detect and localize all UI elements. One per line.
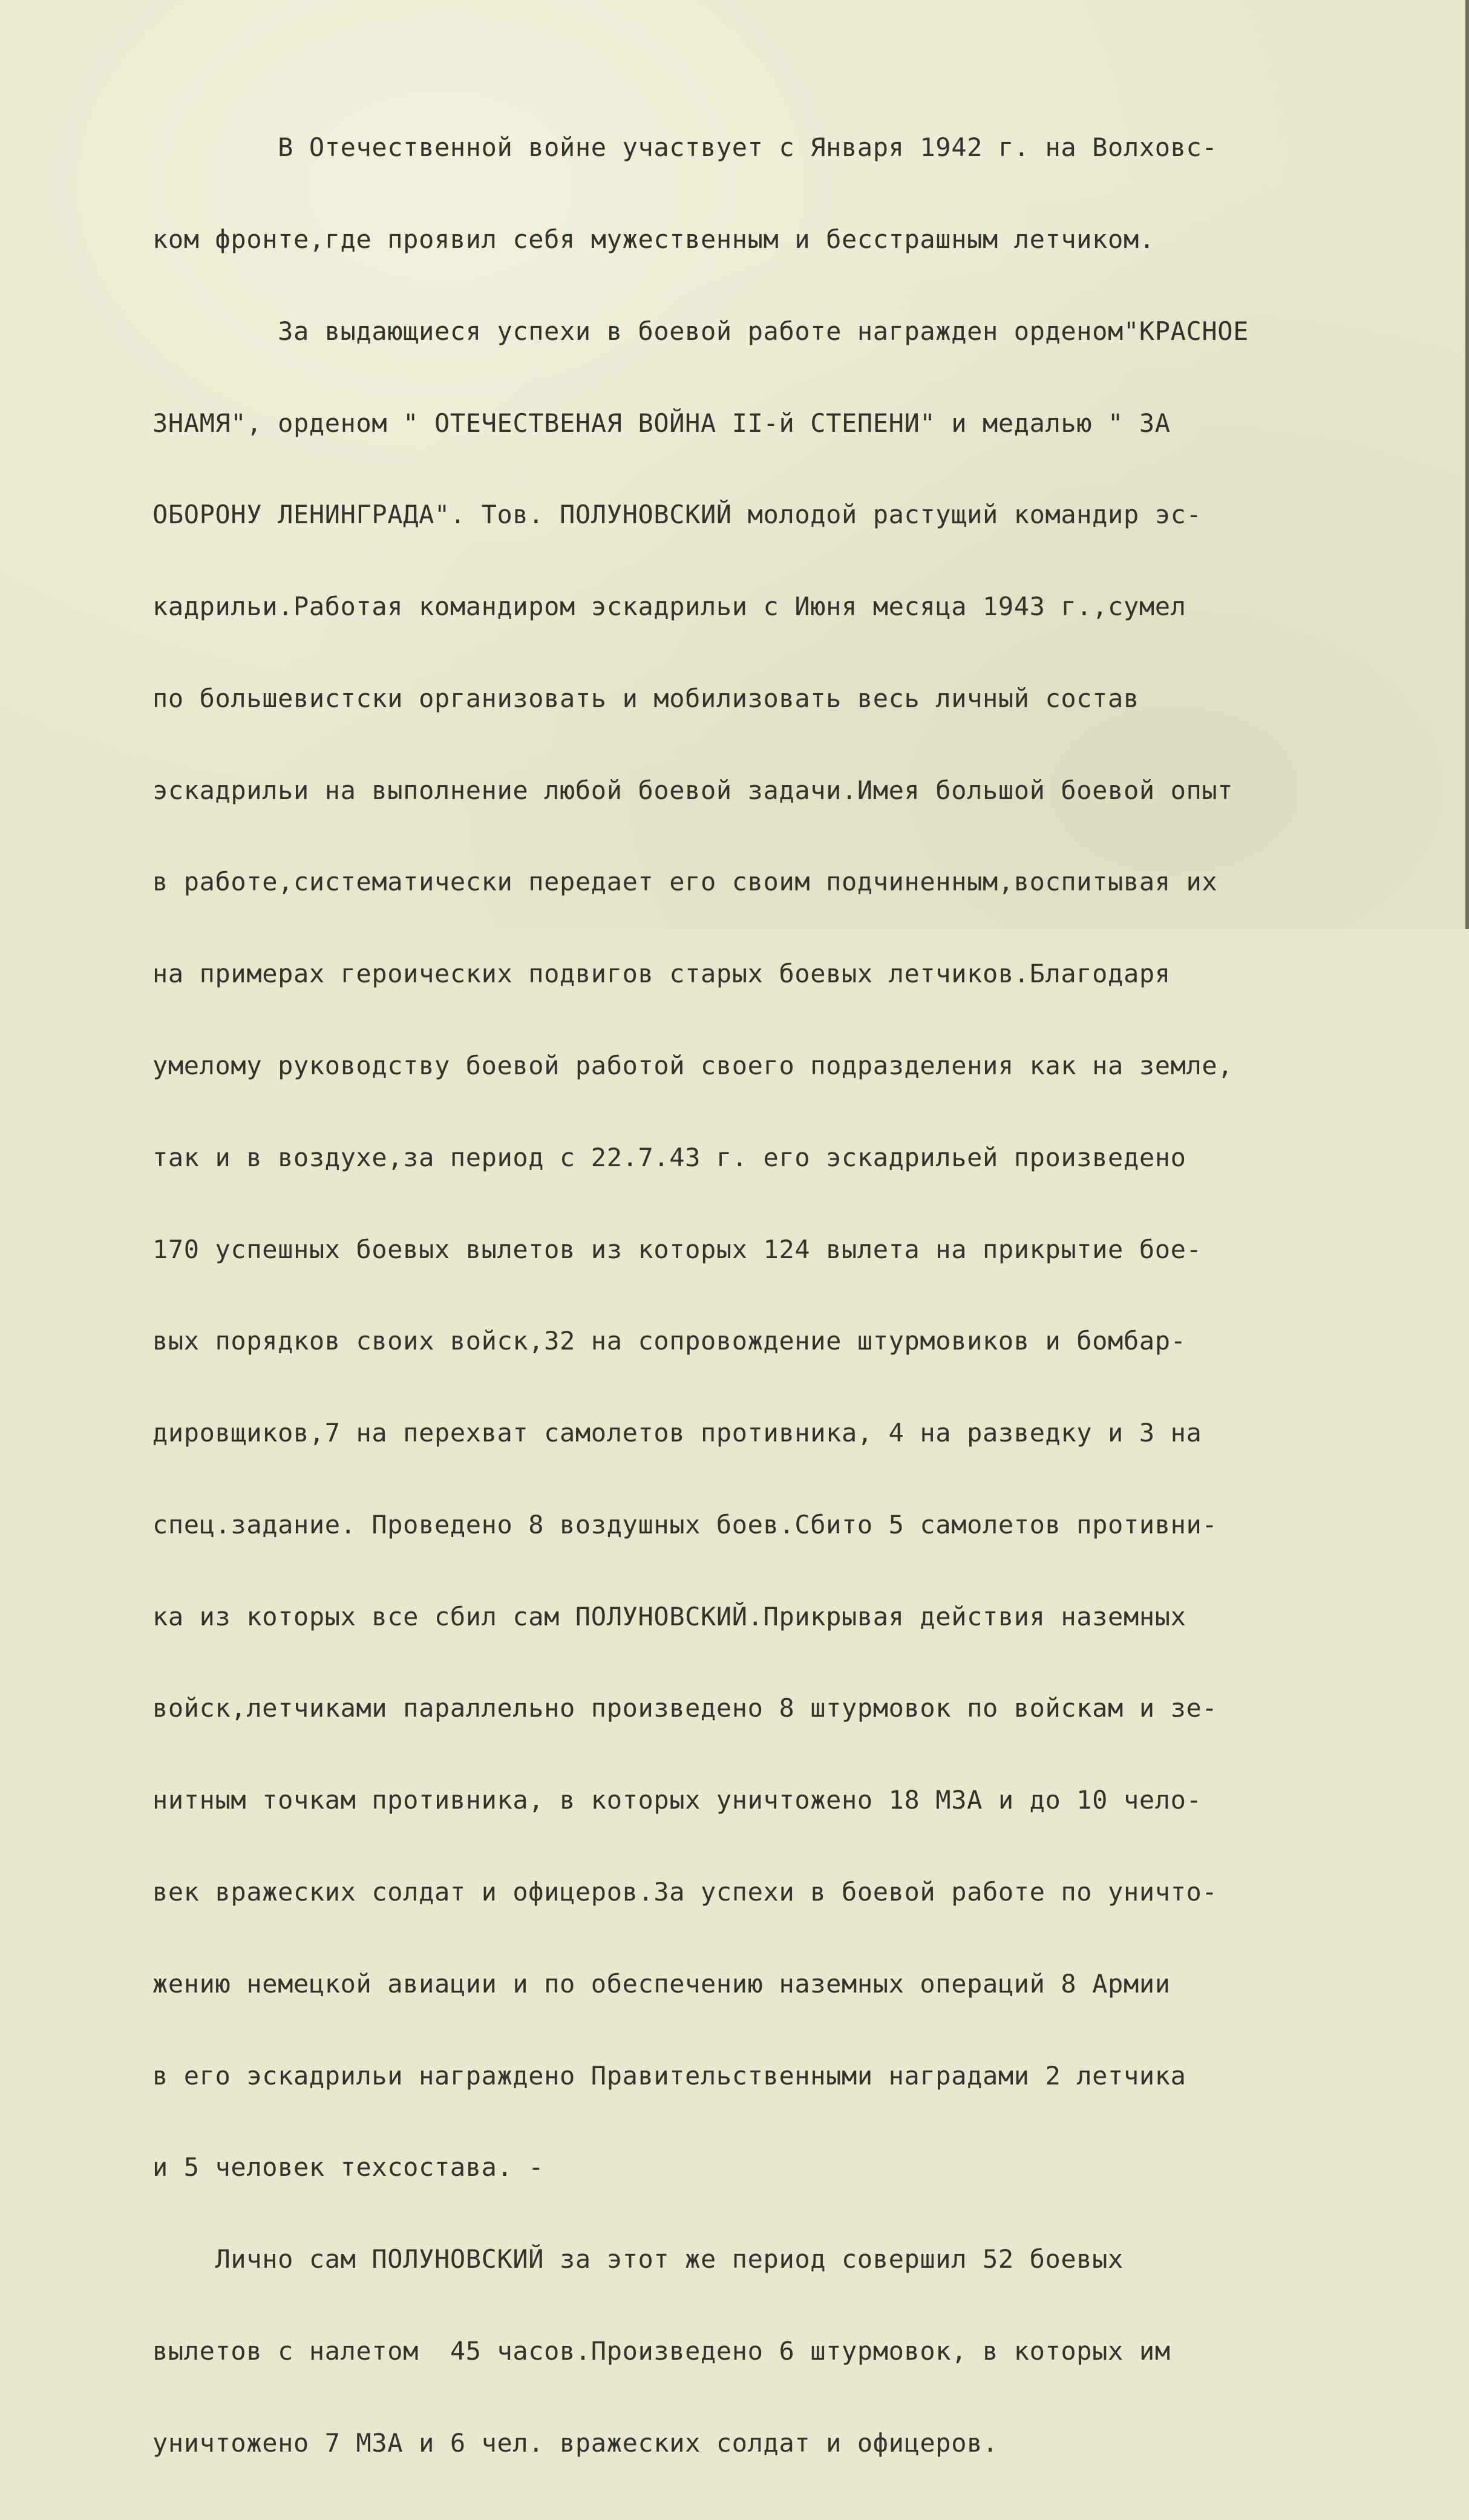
text-line: в его эскадрильи награждено Правительственными наградами 2 летчика [152,2060,1186,2091]
text-line: в работе,систематически передает его своим подчиненным,воспитывая их [152,867,1218,897]
text-line: умелому руководству боевой работой своего подразделения как на земле, [152,1051,1234,1080]
text-line: и 5 человек техсостава. - [152,2152,545,2182]
typewritten-text-block [152,71,1459,2520]
text-line: кадрильи.Работая командиром эскадрильи с Июня месяца 1943 г.,сумел [152,592,1186,622]
text-line: по большевистски организовать и мобилизовать весь личный состав [152,683,1139,713]
text-line: Лично сам ПОЛУНОВСКИЙ за этот же период совершил 52 боевых [152,2244,1124,2274]
text-line: эскадрильи на выполнение любой боевой задачи.Имея большой боевой опыт [152,775,1234,805]
text-line: вых порядков своих войск,32 на сопровождение штурмовиков и бомбар- [152,1326,1186,1356]
page-edge-shadow [1465,0,1469,929]
text-line: дировщиков,7 на перехват самолетов противника, 4 на разведку и 3 на [152,1418,1202,1448]
text-line: на примерах героических подвигов старых боевых летчиков.Благодаря [152,959,1171,989]
text-line: 170 успешных боевых вылетов из которых 124 вылета на прикрытие бое- [152,1234,1202,1264]
text-line: ОБОРОНУ ЛЕНИНГРАДА". Тов. ПОЛУНОВСКИЙ молодой растущий командир эс- [152,500,1202,530]
text-line: уничтожено 7 МЗА и 6 чел. вражеских солдат и офицеров. [152,2427,998,2458]
text-line: ком фронте,где проявил себя мужественным и бесстрашным летчиком. [152,224,1155,254]
text-line: ЗНАМЯ", орденом " ОТЕЧЕСТВЕНАЯ ВОЙНА II-й СТЕПЕНИ" и медалью " ЗА [152,408,1171,438]
text-line: жению немецкой авиации и по обеспечению наземных операций 8 Армии [152,1968,1171,1999]
text-line: спец.задание. Проведено 8 воздушных боев.Сбито 5 самолетов противни- [152,1509,1218,1539]
text-line: В Отечественной войне участвует с Января 1942 г. на Волховс- [152,132,1218,163]
text-line: век вражеских солдат и офицеров.За успехи в боевой работе по уничто- [152,1877,1218,1907]
text-line: ка из которых все сбил сам ПОЛУНОВСКИЙ.Прикрывая действия наземных [152,1601,1186,1631]
text-line: За выдающиеся успехи в боевой работе награжден орденом"КРАСНОЕ [152,316,1249,346]
text-line: нитным точкам противника, в которых уничтожено 18 МЗА и до 10 чело- [152,1785,1202,1815]
text-line: вылетов с налетом 45 часов.Произведено 6 штурмовок, в которых им [152,2336,1171,2366]
text-line: так и в воздухе,за период с 22.7.43 г. его эскадрильей произведено [152,1142,1186,1172]
text-line: войск,летчиками параллельно произведено 8 штурмовок по войскам и зе- [152,1693,1218,1723]
